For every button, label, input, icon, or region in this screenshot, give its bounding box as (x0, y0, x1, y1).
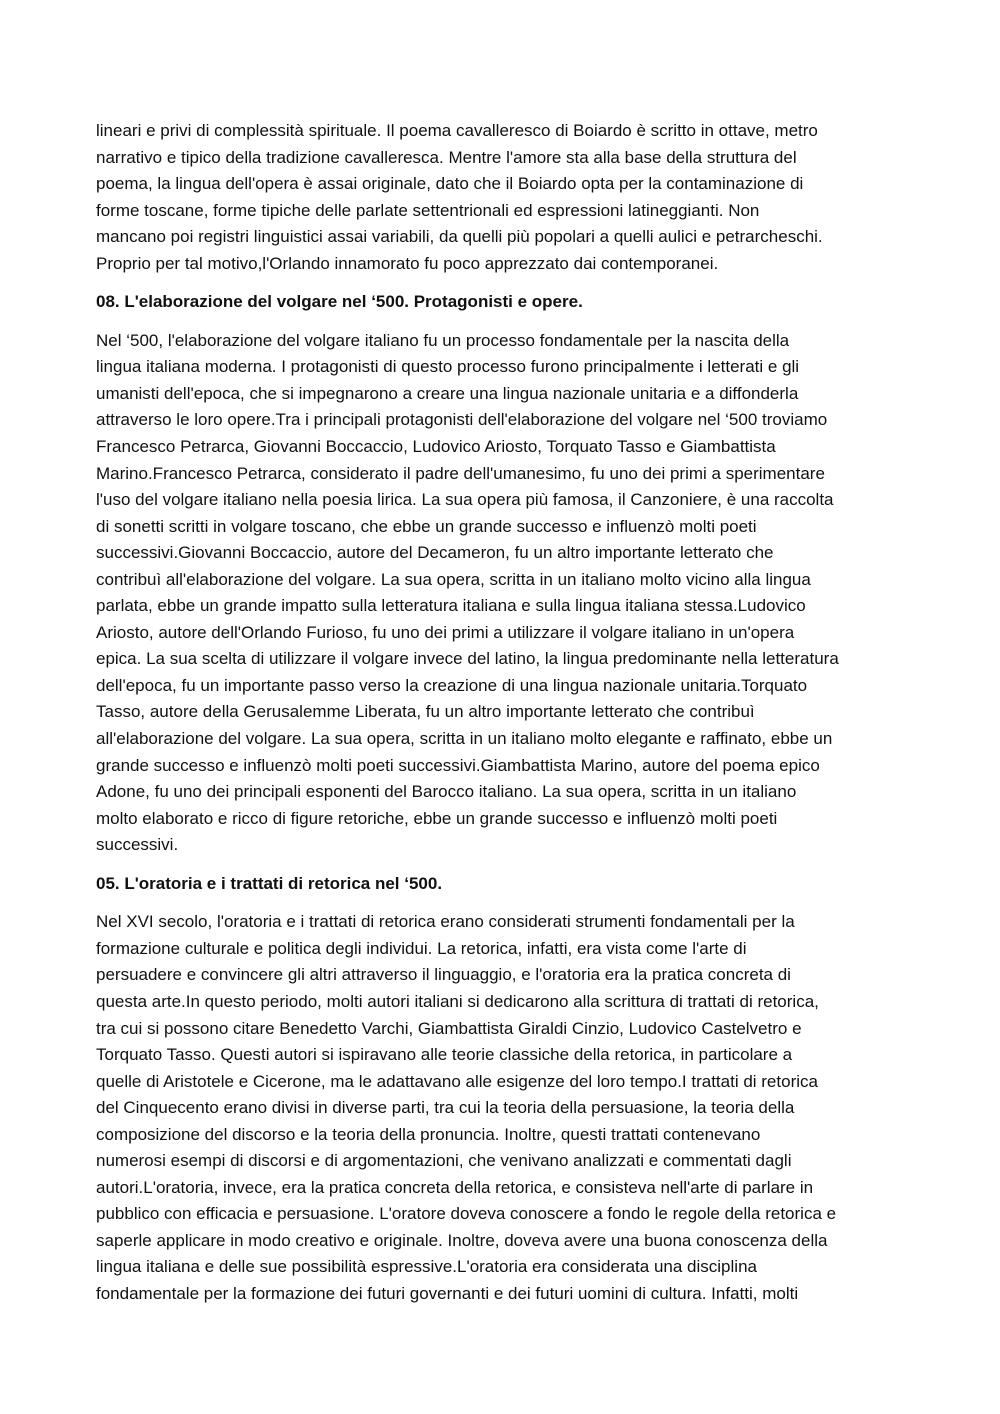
paragraph-gap (96, 277, 908, 289)
text-line: questa arte.In questo periodo, molti autori italiani si dedicarono alla scrittura di trattati di retorica, (96, 991, 819, 1011)
text-line: numerosi esempi di discorsi e di argomentazioni, che venivano analizzati e commentati dagli (96, 1151, 792, 1171)
text-line: forme toscane, forme tipiche delle parlate settentrionali ed espressioni latineggianti. Non (96, 200, 760, 220)
text-line: grande successo e influenzò molti poeti successivi.Giambattista Marino, autore del poema epico (96, 755, 820, 775)
text-line: del Cinquecento erano divisi in diverse parti, tra cui la teoria della persuasione, la teoria della (96, 1098, 795, 1118)
text-line: Francesco Petrarca, Giovanni Boccaccio, Ludovico Ariosto, Torquato Tasso e Giambattista (96, 437, 776, 457)
paragraph-boiardo (96, 118, 908, 277)
text-line: contribuì all'elaborazione del volgare. La sua opera, scritta in un italiano molto vicino alla lingua (96, 569, 811, 589)
paragraph-volgare (96, 328, 908, 859)
text-line: narrativo e tipico della tradizione cavalleresca. Mentre l'amore sta alla base della struttura del (96, 147, 797, 167)
text-line: all'elaborazione del volgare. La sua opera, scritta in un italiano molto elegante e raffinato, ebbe un (96, 729, 833, 749)
section-heading-volgare: 08. L'elaborazione del volgare nel ‘500. Protagonisti e opere. (96, 292, 583, 312)
text-line: successivi. (96, 835, 179, 855)
text-line: pubblico con efficacia e persuasione. L'oratore doveva conoscere a fondo le regole della retorica e (96, 1204, 837, 1224)
text-line: di sonetti scritti in volgare toscano, che ebbe un grande successo e influenzò molti poeti (96, 516, 757, 536)
text-line: autori.L'oratoria, invece, era la pratica concreta della retorica, e consisteva nell'arte di parlare in (96, 1177, 814, 1197)
text-line: poema, la lingua dell'opera è assai originale, dato che il Boiardo opta per la contaminazione di (96, 174, 804, 194)
text-line: Marino.Francesco Petrarca, considerato il padre dell'umanesimo, fu uno dei primi a sperimentare (96, 463, 825, 483)
document-page (96, 118, 908, 1308)
text-line: lingua italiana moderna. I protagonisti di questo processo furono principalmente i letterati e gli (96, 357, 800, 377)
paragraph-gap (96, 897, 908, 909)
text-line: Ariosto, autore dell'Orlando Furioso, fu uno dei primi a utilizzare il volgare italiano in un'opera (96, 622, 795, 642)
text-line: parlata, ebbe un grande impatto sulla letteratura italiana e sulla lingua italiana stessa.Ludovico (96, 596, 806, 616)
text-line: Torquato Tasso. Questi autori si ispiravano alle teorie classiche della retorica, in particolare a (96, 1045, 793, 1065)
text-line: dell'epoca, fu un importante passo verso la creazione di una lingua nazionale unitaria.Torquato (96, 675, 808, 695)
text-line: umanisti dell'epoca, che si impegnarono a creare una lingua nazionale unitaria e a diffonderla (96, 383, 799, 403)
text-line: composizione del discorso e la teoria della pronuncia. Inoltre, questi trattati contenevano (96, 1124, 761, 1144)
text-line: tra cui si possono citare Benedetto Varchi, Giambattista Giraldi Cinzio, Ludovico Castelvetro e (96, 1018, 802, 1038)
text-line: lineari e privi di complessità spirituale. Il poema cavalleresco di Boiardo è scritto in ottave, metro (96, 121, 818, 140)
text-line: formazione culturale e politica degli individui. La retorica, infatti, era vista come l'arte di (96, 938, 747, 958)
text-line: lingua italiana e delle sue possibilità espressive.L'oratoria era considerata una disciplina (96, 1257, 757, 1277)
text-line: Nel ‘500, l'elaborazione del volgare italiano fu un processo fondamentale per la nascita della (96, 330, 790, 350)
text-line: Tasso, autore della Gerusalemme Liberata, fu un altro importante letterato che contribuì (96, 702, 755, 722)
paragraph-gap (96, 859, 908, 871)
text-line: molto elaborato e ricco di figure retoriche, ebbe un grande successo e influenzò molti poeti (96, 808, 778, 828)
text-line: Proprio per tal motivo,l'Orlando innamorato fu poco apprezzato dai contemporanei. (96, 253, 719, 273)
paragraph-gap (96, 316, 908, 328)
text-line: epica. La sua scelta di utilizzare il volgare invece del latino, la lingua predominante nella letteratura (96, 649, 839, 669)
text-line: attraverso le loro opere.Tra i principali protagonisti dell'elaborazione del volgare nel ‘500 troviamo (96, 410, 828, 430)
text-line: fondamentale per la formazione dei futuri governanti e dei futuri uomini di cultura. Infatti, molti (96, 1283, 799, 1303)
text-line: successivi.Giovanni Boccaccio, autore del Decameron, fu un altro importante letterato che (96, 543, 774, 563)
text-line: saperle applicare in modo creativo e originale. Inoltre, doveva avere una buona conoscenza della (96, 1230, 828, 1250)
text-line: persuadere e convincere gli altri attraverso il linguaggio, e l'oratoria era la pratica concreta di (96, 965, 791, 985)
text-line: quelle di Aristotele e Cicerone, ma le adattavano alle esigenze del loro tempo.I trattati di retorica (96, 1071, 818, 1091)
text-line: Adone, fu uno dei principali esponenti del Barocco italiano. La sua opera, scritta in un italiano (96, 782, 797, 802)
text-line: mancano poi registri linguistici assai variabili, da quelli più popolari a quelli aulici e petrarcheschi. (96, 227, 823, 247)
section-heading-oratoria: 05. L'oratoria e i trattati di retorica nel ‘500. (96, 873, 443, 893)
text-line: Nel XVI secolo, l'oratoria e i trattati di retorica erano considerati strumenti fondamentali per la (96, 912, 795, 932)
text-line: l'uso del volgare italiano nella poesia lirica. La sua opera più famosa, il Canzoniere, è una raccolta (96, 490, 834, 510)
paragraph-oratoria (96, 909, 908, 1307)
